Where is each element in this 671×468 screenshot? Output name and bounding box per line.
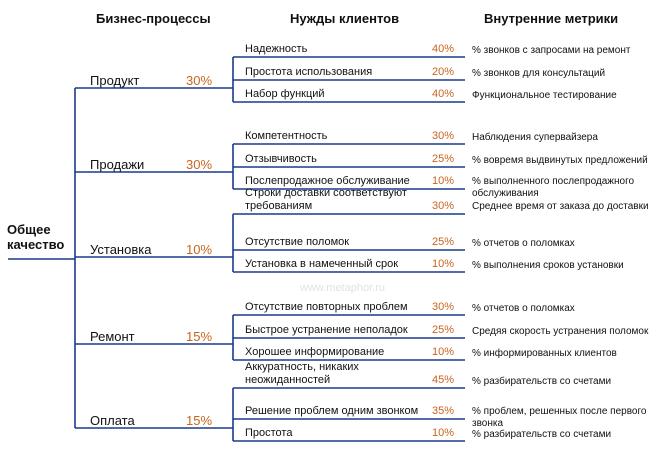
metric-text: % информированных клиентов [472,348,617,359]
need-percent: 35% [432,405,455,417]
metric-text: Среднее время от заказа до доставки [472,201,649,212]
need-percent: 30% [432,130,455,142]
process-name: Установка [90,242,152,257]
need-name: Простота использования [245,66,373,78]
process-name: Ремонт [90,329,135,344]
need-name: Быстрое устранение неполадок [245,324,408,336]
metric-text: % разбирательств со счетами [472,429,612,440]
process-percent: 15% [186,413,213,428]
root-node: Общее качество [7,222,65,252]
header-processes: Бизнес-процессы [96,11,211,26]
need-percent: 40% [432,88,455,100]
process-name: Продажи [90,157,145,172]
process-percent: 30% [186,73,213,88]
metric-text: % выполненного послепродажного обслуживания [472,176,635,199]
metric-text: % отчетов о поломках [472,303,575,314]
need-name: Отзывчивость [245,153,317,165]
need-percent: 45% [432,374,455,386]
process-percent: 30% [186,157,213,172]
process-name: Оплата [90,413,135,428]
need-percent: 25% [432,153,455,165]
metric-text: % отчетов о поломках [472,238,575,249]
process-name: Продукт [90,73,140,88]
header-needs: Нужды клиентов [290,11,400,26]
metric-text: % разбирательств со счетами [472,376,612,387]
need-percent: 40% [432,43,455,55]
need-name: Отсутствие повторных проблем [245,301,408,313]
need-name: Аккуратность, никаких неожиданностей [245,361,359,386]
need-name: Простота [245,427,293,439]
watermark: www.metaphor.ru [300,282,385,294]
process-percent: 10% [186,242,213,257]
header-metrics: Внутренние метрики [484,11,619,26]
need-name: Компетентность [245,130,328,142]
metric-text: % проблем, решенных после первого звонка [472,406,647,429]
metric-text: % выполнения сроков установки [472,260,624,271]
metric-text: % звонков с запросами на ремонт [472,45,631,56]
need-percent: 30% [432,200,455,212]
metric-text: Наблюдения супервайзера [472,132,598,143]
need-percent: 30% [432,301,455,313]
process-percent: 15% [186,329,213,344]
need-percent: 25% [432,324,455,336]
metric-text: % звонков для консультаций [472,68,606,79]
need-percent: 10% [432,258,455,270]
need-name: Установка в намеченный срок [245,258,399,270]
metric-text: Функциональное тестирование [472,90,617,101]
need-name: Хорошее информирование [245,346,385,358]
need-percent: 25% [432,236,455,248]
need-percent: 10% [432,427,455,439]
need-percent: 10% [432,175,455,187]
need-name: Набор функций [245,88,325,100]
need-name: Послепродажное обслуживание [245,175,410,187]
metric-text: Средяя скорость устранения поломок [472,326,649,337]
need-name: Отсутствие поломок [245,236,350,248]
need-percent: 20% [432,66,455,78]
metric-text: % вовремя выдвинутых предложений [472,155,648,166]
need-name: Решение проблем одним звонком [245,405,419,417]
need-percent: 10% [432,346,455,358]
need-name: Строки доставки соответствуют требованиям [245,187,407,212]
need-name: Надежность [245,43,308,55]
